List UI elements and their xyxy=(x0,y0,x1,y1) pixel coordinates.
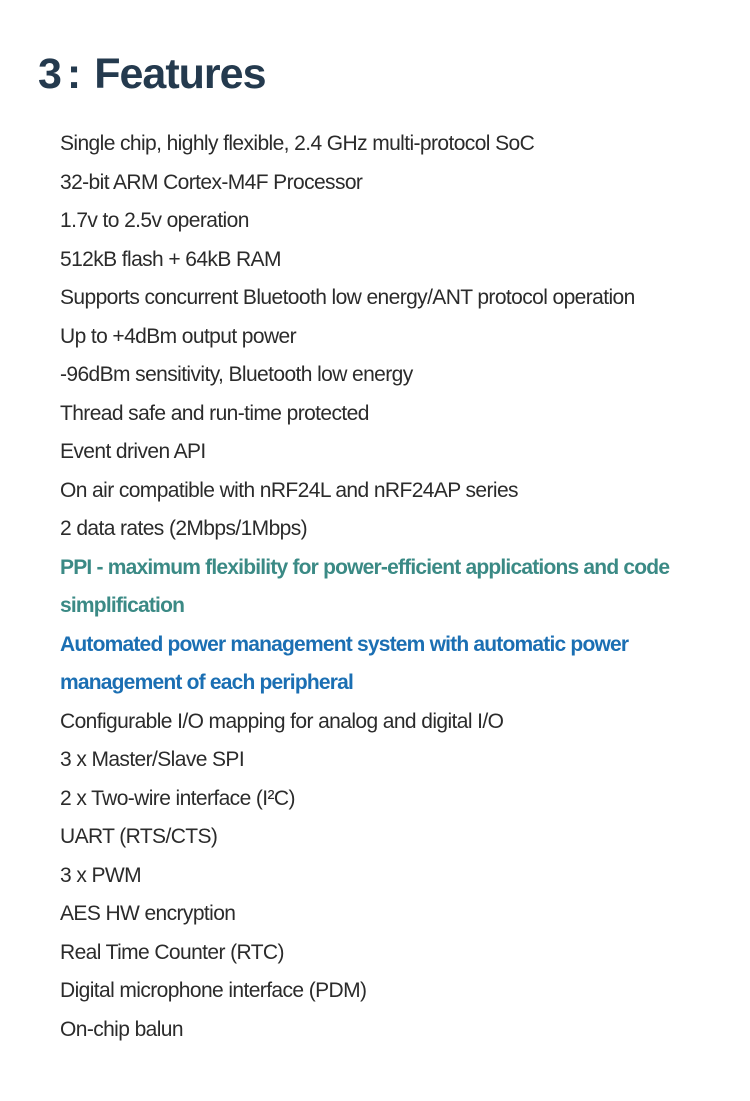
feature-item-event-api: Event driven API xyxy=(60,440,206,463)
feature-item-pwm: 3 x PWM xyxy=(60,863,141,887)
feature-item-thread-safe: Thread safe and run-time protected xyxy=(60,401,369,425)
feature-item-power-management: Automated power management system with automatic power management of each peripheral xyxy=(60,632,629,694)
feature-item-concurrent-protocol: Supports concurrent Bluetooth low energy/ANT protocol operation xyxy=(60,286,635,309)
feature-item-processor: 32-bit ARM Cortex-M4F Processor xyxy=(60,170,363,194)
feature-item-soc: Single chip, highly flexible, 2.4 GHz multi-protocol SoC xyxy=(60,132,535,155)
feature-item-air-compatible: On air compatible with nRF24L and nRF24AP series xyxy=(60,478,518,502)
feature-item-memory: 512kB flash + 64kB RAM xyxy=(60,247,281,271)
feature-item-io-mapping: Configurable I/O mapping for analog and digital I/O xyxy=(60,709,504,733)
feature-item-voltage: 1.7v to 2.5v operation xyxy=(60,209,249,232)
feature-item-rtc: Real Time Counter (RTC) xyxy=(60,940,284,964)
feature-item-aes: AES HW encryption xyxy=(60,902,236,925)
feature-item-i2c: 2 x Two-wire interface (I²C) xyxy=(60,786,295,810)
feature-item-output-power: Up to +4dBm output power xyxy=(60,324,297,348)
feature-item-uart: UART (RTS/CTS) xyxy=(60,825,218,848)
section-number: 3 xyxy=(38,50,61,98)
feature-item-pdm: Digital microphone interface (PDM) xyxy=(60,979,367,1002)
feature-item-spi: 3 x Master/Slave SPI xyxy=(60,748,245,771)
feature-item-sensitivity: -96dBm sensitivity, Bluetooth low energy xyxy=(60,363,413,386)
feature-list xyxy=(60,125,700,1049)
section-title xyxy=(38,46,266,102)
section-title-text: Features xyxy=(94,50,266,98)
feature-item-ppi: PPI - maximum flexibility for power-efficient applications and code simplification xyxy=(60,555,670,617)
feature-item-data-rates: 2 data rates (2Mbps/1Mbps) xyxy=(60,517,308,540)
feature-item-balun: On-chip balun xyxy=(60,1017,183,1041)
section-separator: : xyxy=(66,50,81,98)
